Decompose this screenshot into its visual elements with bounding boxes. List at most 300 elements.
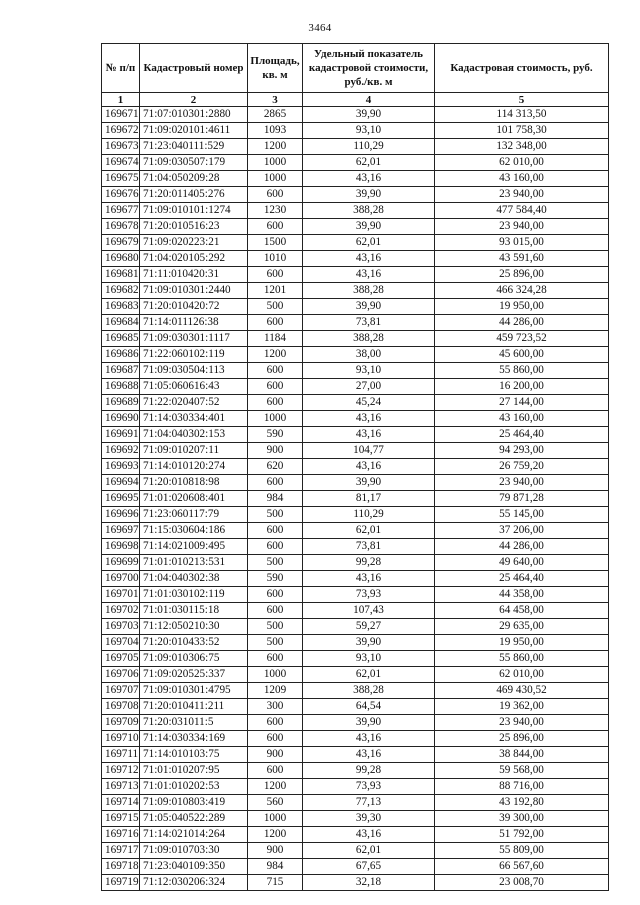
row-number-cell: 169694 xyxy=(102,475,140,491)
cadastral-value-cell: 43 160,00 xyxy=(435,171,609,187)
area-cell: 500 xyxy=(248,507,303,523)
area-cell: 984 xyxy=(248,491,303,507)
row-number-cell: 169693 xyxy=(102,459,140,475)
row-number-cell: 169683 xyxy=(102,299,140,315)
area-cell: 984 xyxy=(248,859,303,875)
table-row xyxy=(102,731,609,747)
row-number-cell: 169690 xyxy=(102,411,140,427)
row-number-cell: 169705 xyxy=(102,651,140,667)
table-row xyxy=(102,795,609,811)
cadastral-number-cell: 71:04:040302:153 xyxy=(140,427,248,443)
cadastral-value-cell: 132 348,00 xyxy=(435,139,609,155)
specific-value-cell: 73,93 xyxy=(303,587,435,603)
area-cell: 600 xyxy=(248,651,303,667)
row-number-cell: 169684 xyxy=(102,315,140,331)
specific-value-cell: 38,00 xyxy=(303,347,435,363)
area-cell: 715 xyxy=(248,875,303,891)
cadastral-number-cell: 71:14:021014:264 xyxy=(140,827,248,843)
row-number-cell: 169695 xyxy=(102,491,140,507)
cadastral-value-cell: 66 567,60 xyxy=(435,859,609,875)
cadastral-number-cell: 71:07:010301:2880 xyxy=(140,107,248,123)
cadastral-value-cell: 55 809,00 xyxy=(435,843,609,859)
specific-value-cell: 43,16 xyxy=(303,827,435,843)
table-row xyxy=(102,875,609,891)
specific-value-cell: 81,17 xyxy=(303,491,435,507)
area-cell: 1230 xyxy=(248,203,303,219)
row-number-cell: 169673 xyxy=(102,139,140,155)
area-cell: 600 xyxy=(248,379,303,395)
cadastral-value-cell: 25 896,00 xyxy=(435,731,609,747)
area-cell: 600 xyxy=(248,715,303,731)
cadastral-value-cell: 469 430,52 xyxy=(435,683,609,699)
table-row xyxy=(102,283,609,299)
cadastral-value-cell: 101 758,30 xyxy=(435,123,609,139)
row-number-cell: 169699 xyxy=(102,555,140,571)
area-cell: 500 xyxy=(248,635,303,651)
specific-value-cell: 43,16 xyxy=(303,267,435,283)
table-row xyxy=(102,427,609,443)
row-number-cell: 169688 xyxy=(102,379,140,395)
cadastral-value-cell: 37 206,00 xyxy=(435,523,609,539)
cadastral-value-cell: 94 293,00 xyxy=(435,443,609,459)
row-number-cell: 169691 xyxy=(102,427,140,443)
area-cell: 1000 xyxy=(248,811,303,827)
cadastral-number-cell: 71:22:020407:52 xyxy=(140,395,248,411)
cadastral-number-cell: 71:14:021009:495 xyxy=(140,539,248,555)
row-number-cell: 169702 xyxy=(102,603,140,619)
area-cell: 900 xyxy=(248,747,303,763)
area-cell: 900 xyxy=(248,843,303,859)
row-number-cell: 169686 xyxy=(102,347,140,363)
cadastral-number-cell: 71:14:011126:38 xyxy=(140,315,248,331)
row-number-cell: 169704 xyxy=(102,635,140,651)
specific-value-cell: 388,28 xyxy=(303,203,435,219)
cadastral-number-cell: 71:09:020525:337 xyxy=(140,667,248,683)
table-row xyxy=(102,683,609,699)
cadastral-value-cell: 19 362,00 xyxy=(435,699,609,715)
table-row xyxy=(102,843,609,859)
cadastral-value-cell: 43 591,60 xyxy=(435,251,609,267)
cadastral-number-cell: 71:20:010433:52 xyxy=(140,635,248,651)
row-number-cell: 169698 xyxy=(102,539,140,555)
specific-value-cell: 73,81 xyxy=(303,315,435,331)
header-specific-value: Удельный показатель кадастровой стоимости, руб./кв. м xyxy=(303,44,435,93)
row-number-cell: 169697 xyxy=(102,523,140,539)
table-row xyxy=(102,171,609,187)
table-row xyxy=(102,587,609,603)
specific-value-cell: 39,90 xyxy=(303,299,435,315)
cadastral-value-cell: 39 300,00 xyxy=(435,811,609,827)
cadastral-number-cell: 71:01:010207:95 xyxy=(140,763,248,779)
cadastral-number-cell: 71:20:010411:211 xyxy=(140,699,248,715)
table-row xyxy=(102,603,609,619)
cadastral-value-cell: 59 568,00 xyxy=(435,763,609,779)
specific-value-cell: 45,24 xyxy=(303,395,435,411)
table-row xyxy=(102,667,609,683)
area-cell: 1000 xyxy=(248,667,303,683)
area-cell: 620 xyxy=(248,459,303,475)
area-cell: 1200 xyxy=(248,139,303,155)
column-number: 5 xyxy=(435,93,609,107)
area-cell: 1000 xyxy=(248,155,303,171)
specific-value-cell: 39,90 xyxy=(303,635,435,651)
cadastral-number-cell: 71:01:030102:119 xyxy=(140,587,248,603)
cadastral-number-cell: 71:09:010703:30 xyxy=(140,843,248,859)
row-number-cell: 169711 xyxy=(102,747,140,763)
specific-value-cell: 62,01 xyxy=(303,155,435,171)
table-row xyxy=(102,411,609,427)
cadastral-number-cell: 71:04:040302:38 xyxy=(140,571,248,587)
area-cell: 600 xyxy=(248,731,303,747)
column-number: 2 xyxy=(140,93,248,107)
area-cell: 600 xyxy=(248,587,303,603)
table-row xyxy=(102,475,609,491)
specific-value-cell: 39,90 xyxy=(303,715,435,731)
cadastral-value-cell: 477 584,40 xyxy=(435,203,609,219)
table-row xyxy=(102,315,609,331)
table-row xyxy=(102,395,609,411)
cadastral-value-cell: 43 160,00 xyxy=(435,411,609,427)
area-cell: 1200 xyxy=(248,827,303,843)
cadastral-number-cell: 71:14:030334:169 xyxy=(140,731,248,747)
specific-value-cell: 93,10 xyxy=(303,363,435,379)
specific-value-cell: 99,28 xyxy=(303,555,435,571)
specific-value-cell: 43,16 xyxy=(303,427,435,443)
cadastral-value-cell: 23 940,00 xyxy=(435,187,609,203)
specific-value-cell: 62,01 xyxy=(303,667,435,683)
specific-value-cell: 43,16 xyxy=(303,459,435,475)
specific-value-cell: 67,65 xyxy=(303,859,435,875)
cadastral-value-cell: 51 792,00 xyxy=(435,827,609,843)
cadastral-value-cell: 19 950,00 xyxy=(435,635,609,651)
table-row xyxy=(102,571,609,587)
specific-value-cell: 77,13 xyxy=(303,795,435,811)
table-row xyxy=(102,299,609,315)
cadastral-value-cell: 44 358,00 xyxy=(435,587,609,603)
area-cell: 1000 xyxy=(248,411,303,427)
specific-value-cell: 39,90 xyxy=(303,107,435,123)
table-row xyxy=(102,123,609,139)
table-row xyxy=(102,219,609,235)
cadastral-number-cell: 71:20:010420:72 xyxy=(140,299,248,315)
row-number-cell: 169701 xyxy=(102,587,140,603)
header-area: Площадь, кв. м xyxy=(248,44,303,93)
cadastral-value-cell: 25 464,40 xyxy=(435,571,609,587)
cadastral-value-cell: 19 950,00 xyxy=(435,299,609,315)
row-number-cell: 169681 xyxy=(102,267,140,283)
column-number: 4 xyxy=(303,93,435,107)
cadastral-number-cell: 71:22:060102:119 xyxy=(140,347,248,363)
cadastral-value-table xyxy=(101,43,609,891)
row-number-cell: 169676 xyxy=(102,187,140,203)
header-row-number: № п/п xyxy=(102,44,140,93)
cadastral-value-cell: 459 723,52 xyxy=(435,331,609,347)
area-cell: 600 xyxy=(248,315,303,331)
table-row xyxy=(102,379,609,395)
row-number-cell: 169689 xyxy=(102,395,140,411)
specific-value-cell: 99,28 xyxy=(303,763,435,779)
table-row xyxy=(102,715,609,731)
specific-value-cell: 43,16 xyxy=(303,571,435,587)
area-cell: 600 xyxy=(248,763,303,779)
table-row xyxy=(102,523,609,539)
row-number-cell: 169679 xyxy=(102,235,140,251)
specific-value-cell: 39,90 xyxy=(303,187,435,203)
table-row xyxy=(102,187,609,203)
page-number: 3464 xyxy=(308,22,332,34)
area-cell: 600 xyxy=(248,363,303,379)
cadastral-number-cell: 71:09:010306:75 xyxy=(140,651,248,667)
cadastral-value-cell: 23 940,00 xyxy=(435,715,609,731)
row-number-cell: 169677 xyxy=(102,203,140,219)
area-cell: 900 xyxy=(248,443,303,459)
cadastral-number-cell: 71:09:010207:11 xyxy=(140,443,248,459)
row-number-cell: 169709 xyxy=(102,715,140,731)
row-number-cell: 169710 xyxy=(102,731,140,747)
area-cell: 600 xyxy=(248,523,303,539)
area-cell: 1201 xyxy=(248,283,303,299)
cadastral-value-cell: 43 192,80 xyxy=(435,795,609,811)
cadastral-number-cell: 71:01:030115:18 xyxy=(140,603,248,619)
table-row xyxy=(102,459,609,475)
table-row xyxy=(102,507,609,523)
cadastral-value-cell: 114 313,50 xyxy=(435,107,609,123)
table-row xyxy=(102,555,609,571)
cadastral-number-cell: 71:05:040522:289 xyxy=(140,811,248,827)
cadastral-number-cell: 71:09:010101:1274 xyxy=(140,203,248,219)
cadastral-value-cell: 44 286,00 xyxy=(435,315,609,331)
row-number-cell: 169717 xyxy=(102,843,140,859)
cadastral-value-cell: 55 145,00 xyxy=(435,507,609,523)
area-cell: 600 xyxy=(248,539,303,555)
table-body xyxy=(102,107,609,891)
row-number-cell: 169672 xyxy=(102,123,140,139)
area-cell: 1010 xyxy=(248,251,303,267)
cadastral-value-cell: 26 759,20 xyxy=(435,459,609,475)
specific-value-cell: 93,10 xyxy=(303,651,435,667)
table-row xyxy=(102,651,609,667)
cadastral-number-cell: 71:23:040109:350 xyxy=(140,859,248,875)
table-row xyxy=(102,619,609,635)
table-row xyxy=(102,763,609,779)
cadastral-value-cell: 16 200,00 xyxy=(435,379,609,395)
area-cell: 500 xyxy=(248,299,303,315)
cadastral-number-cell: 71:09:010803:419 xyxy=(140,795,248,811)
row-number-cell: 169707 xyxy=(102,683,140,699)
header-cadastral-number: Кадастровый номер xyxy=(140,44,248,93)
cadastral-value-cell: 38 844,00 xyxy=(435,747,609,763)
table-row xyxy=(102,827,609,843)
cadastral-number-cell: 71:14:010103:75 xyxy=(140,747,248,763)
row-number-cell: 169713 xyxy=(102,779,140,795)
row-number-cell: 169678 xyxy=(102,219,140,235)
specific-value-cell: 39,90 xyxy=(303,475,435,491)
row-number-cell: 169675 xyxy=(102,171,140,187)
area-cell: 600 xyxy=(248,267,303,283)
table-row xyxy=(102,747,609,763)
cadastral-value-cell: 27 144,00 xyxy=(435,395,609,411)
area-cell: 600 xyxy=(248,475,303,491)
cadastral-number-cell: 71:09:010301:2440 xyxy=(140,283,248,299)
cadastral-number-cell: 71:20:031011:5 xyxy=(140,715,248,731)
specific-value-cell: 93,10 xyxy=(303,123,435,139)
cadastral-value-cell: 44 286,00 xyxy=(435,539,609,555)
specific-value-cell: 62,01 xyxy=(303,523,435,539)
specific-value-cell: 39,30 xyxy=(303,811,435,827)
specific-value-cell: 104,77 xyxy=(303,443,435,459)
row-number-cell: 169700 xyxy=(102,571,140,587)
cadastral-number-cell: 71:20:010516:23 xyxy=(140,219,248,235)
table-row xyxy=(102,635,609,651)
cadastral-value-cell: 23 940,00 xyxy=(435,475,609,491)
specific-value-cell: 43,16 xyxy=(303,747,435,763)
cadastral-number-cell: 71:09:030507:179 xyxy=(140,155,248,171)
row-number-cell: 169696 xyxy=(102,507,140,523)
specific-value-cell: 59,27 xyxy=(303,619,435,635)
cadastral-number-cell: 71:09:020101:4611 xyxy=(140,123,248,139)
cadastral-number-cell: 71:12:050210:30 xyxy=(140,619,248,635)
specific-value-cell: 388,28 xyxy=(303,683,435,699)
area-cell: 2865 xyxy=(248,107,303,123)
cadastral-number-cell: 71:23:060117:79 xyxy=(140,507,248,523)
row-number-cell: 169715 xyxy=(102,811,140,827)
table-row xyxy=(102,811,609,827)
table-row xyxy=(102,363,609,379)
cadastral-value-cell: 25 896,00 xyxy=(435,267,609,283)
area-cell: 1500 xyxy=(248,235,303,251)
cadastral-number-cell: 71:20:011405:276 xyxy=(140,187,248,203)
cadastral-number-cell: 71:05:060616:43 xyxy=(140,379,248,395)
specific-value-cell: 62,01 xyxy=(303,235,435,251)
cadastral-value-cell: 55 860,00 xyxy=(435,651,609,667)
cadastral-number-cell: 71:09:010301:4795 xyxy=(140,683,248,699)
cadastral-value-cell: 25 464,40 xyxy=(435,427,609,443)
cadastral-number-cell: 71:14:010120:274 xyxy=(140,459,248,475)
row-number-cell: 169712 xyxy=(102,763,140,779)
area-cell: 560 xyxy=(248,795,303,811)
column-number: 3 xyxy=(248,93,303,107)
row-number-cell: 169719 xyxy=(102,875,140,891)
area-cell: 300 xyxy=(248,699,303,715)
cadastral-value-cell: 23 940,00 xyxy=(435,219,609,235)
cadastral-value-cell: 466 324,28 xyxy=(435,283,609,299)
specific-value-cell: 39,90 xyxy=(303,219,435,235)
specific-value-cell: 43,16 xyxy=(303,251,435,267)
row-number-cell: 169671 xyxy=(102,107,140,123)
specific-value-cell: 388,28 xyxy=(303,283,435,299)
cadastral-number-cell: 71:09:020223:21 xyxy=(140,235,248,251)
area-cell: 1184 xyxy=(248,331,303,347)
table-row xyxy=(102,331,609,347)
specific-value-cell: 110,29 xyxy=(303,507,435,523)
cadastral-number-cell: 71:15:030604:186 xyxy=(140,523,248,539)
cadastral-value-cell: 88 716,00 xyxy=(435,779,609,795)
specific-value-cell: 27,00 xyxy=(303,379,435,395)
row-number-cell: 169708 xyxy=(102,699,140,715)
specific-value-cell: 62,01 xyxy=(303,843,435,859)
cadastral-value-cell: 45 600,00 xyxy=(435,347,609,363)
cadastral-number-cell: 71:01:010202:53 xyxy=(140,779,248,795)
cadastral-number-cell: 71:12:030206:324 xyxy=(140,875,248,891)
cadastral-value-cell: 62 010,00 xyxy=(435,155,609,171)
specific-value-cell: 73,81 xyxy=(303,539,435,555)
table-row xyxy=(102,251,609,267)
specific-value-cell: 43,16 xyxy=(303,411,435,427)
table-row xyxy=(102,443,609,459)
row-number-cell: 169680 xyxy=(102,251,140,267)
specific-value-cell: 43,16 xyxy=(303,171,435,187)
row-number-cell: 169718 xyxy=(102,859,140,875)
area-cell: 1200 xyxy=(248,779,303,795)
column-number-row xyxy=(102,93,609,107)
specific-value-cell: 64,54 xyxy=(303,699,435,715)
row-number-cell: 169685 xyxy=(102,331,140,347)
table-row xyxy=(102,107,609,123)
table-row xyxy=(102,139,609,155)
cadastral-number-cell: 71:04:020105:292 xyxy=(140,251,248,267)
cadastral-number-cell: 71:09:030504:113 xyxy=(140,363,248,379)
specific-value-cell: 43,16 xyxy=(303,731,435,747)
row-number-cell: 169714 xyxy=(102,795,140,811)
cadastral-number-cell: 71:23:040111:529 xyxy=(140,139,248,155)
table-row xyxy=(102,235,609,251)
specific-value-cell: 32,18 xyxy=(303,875,435,891)
cadastral-value-cell: 23 008,70 xyxy=(435,875,609,891)
cadastral-value-cell: 79 871,28 xyxy=(435,491,609,507)
area-cell: 590 xyxy=(248,571,303,587)
cadastral-number-cell: 71:11:010420:31 xyxy=(140,267,248,283)
cadastral-value-cell: 29 635,00 xyxy=(435,619,609,635)
area-cell: 500 xyxy=(248,555,303,571)
row-number-cell: 169716 xyxy=(102,827,140,843)
table-row xyxy=(102,267,609,283)
column-number: 1 xyxy=(102,93,140,107)
area-cell: 590 xyxy=(248,427,303,443)
table-row xyxy=(102,699,609,715)
table-row xyxy=(102,859,609,875)
area-cell: 600 xyxy=(248,603,303,619)
table-row xyxy=(102,203,609,219)
area-cell: 600 xyxy=(248,395,303,411)
table-row xyxy=(102,539,609,555)
table-header-row xyxy=(102,44,609,93)
row-number-cell: 169687 xyxy=(102,363,140,379)
cadastral-number-cell: 71:14:030334:401 xyxy=(140,411,248,427)
cadastral-value-cell: 62 010,00 xyxy=(435,667,609,683)
area-cell: 600 xyxy=(248,219,303,235)
header-cadastral-value: Кадастровая стоимость, руб. xyxy=(435,44,609,93)
specific-value-cell: 388,28 xyxy=(303,331,435,347)
cadastral-value-cell: 64 458,00 xyxy=(435,603,609,619)
cadastral-value-cell: 49 640,00 xyxy=(435,555,609,571)
table-row xyxy=(102,347,609,363)
cadastral-value-cell: 93 015,00 xyxy=(435,235,609,251)
table-row xyxy=(102,779,609,795)
cadastral-number-cell: 71:20:010818:98 xyxy=(140,475,248,491)
row-number-cell: 169682 xyxy=(102,283,140,299)
cadastral-number-cell: 71:01:020608:401 xyxy=(140,491,248,507)
specific-value-cell: 107,43 xyxy=(303,603,435,619)
row-number-cell: 169703 xyxy=(102,619,140,635)
specific-value-cell: 73,93 xyxy=(303,779,435,795)
area-cell: 1200 xyxy=(248,347,303,363)
table-row xyxy=(102,155,609,171)
row-number-cell: 169692 xyxy=(102,443,140,459)
area-cell: 600 xyxy=(248,187,303,203)
cadastral-number-cell: 71:09:030301:1117 xyxy=(140,331,248,347)
cadastral-value-cell: 55 860,00 xyxy=(435,363,609,379)
area-cell: 1209 xyxy=(248,683,303,699)
